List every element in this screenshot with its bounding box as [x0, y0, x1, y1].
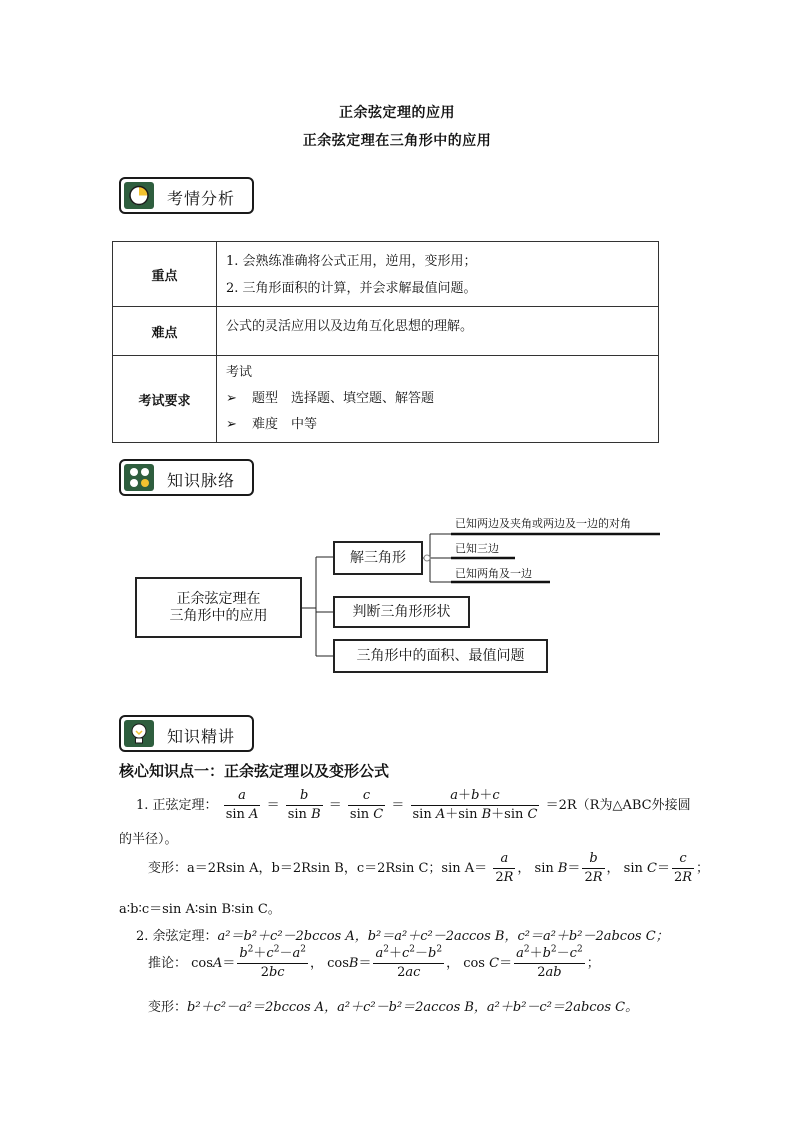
arrow-bullet-icon: ➢ — [226, 417, 237, 432]
mindmap-leaf: 已知三边 — [455, 542, 499, 555]
lightbulb-icon — [124, 720, 154, 747]
law-of-sines-line: 1. 正弦定理： $\frac{a}{\text{sin A}}$ ＝ $\frac{b}{\text{sin B}}$ ＝ $\frac{c}{\text{sin C}}$ ＝ $\frac{a+b+c}{\text{sin A＋sin B＋sin C}}$ ＝2R（R为△ABC外接圆 — [136, 788, 691, 822]
main-title: 正余弦定理的应用 — [339, 105, 455, 121]
cosines-variant-line: 变形：b²＋c²－a²＝2bccos A，a²＋c²－b²＝2accos B，a²＋b²－c²＝2abcos C。 — [148, 1000, 639, 1015]
mindmap-leaf: 已知两角及一边 — [455, 567, 532, 580]
law-of-sines-tail: 的半径）。 — [119, 832, 178, 847]
row-head: 难点 — [113, 307, 217, 356]
row-body: 1. 会熟练准确将公式正用，逆用，变形用； 2. 三角形面积的计算，并会求解最值问题。 — [217, 242, 659, 307]
mindmap-leaf: 已知两边及夹角或两边及一边的对角 — [455, 517, 631, 530]
row-head: 重点 — [113, 242, 217, 307]
row-body: 考试 ➢ 题型 选择题、填空题、解答题 ➢ 难度 中等 — [217, 356, 659, 443]
law-of-cosines-line: 2. 余弦定理：a²＝b²＋c²－2bccos A，b²＝a²＋c²－2accos B，c²＝a²＋b²－2abcos C； — [136, 929, 669, 944]
mindmap-branch: 三角形中的面积、最值问题 — [333, 639, 548, 673]
sub-title: 正余弦定理在三角形中的应用 — [302, 133, 492, 149]
sines-variant-line: 变形：a＝2Rsin A，b＝2Rsin B，c＝2Rsin C；sin A＝ $\frac{a}{2R}$ ， sin B＝ $\frac{b}{2R}$ ， sin C＝ $\frac{c}{2R}$ ； — [148, 851, 710, 885]
cosines-corollary-line: 推论： cosA＝ $\frac{b^2+c^2-a^2}{2bc}$ ， cosB＝ $\frac{a^2+c^2-b^2}{2ac}$ ， cos C＝ $\frac{a^2+b^2-c^2}{2ab}$ ； — [148, 944, 600, 980]
mindmap-root: 正余弦定理在 三角形中的应用 — [135, 577, 302, 638]
mindmap-branch: 解三角形 — [333, 541, 423, 575]
arrow-bullet-icon: ➢ — [226, 391, 237, 406]
mindmap-branch: 判断三角形形状 — [333, 596, 470, 628]
ratio-line: a∶b∶c＝sin A∶sin B∶sin C。 — [119, 902, 281, 917]
section-label: 考情分析 — [167, 189, 236, 208]
section-label: 知识精讲 — [167, 727, 236, 746]
knowledge-heading: 核心知识点一：正余弦定理以及变形公式 — [119, 762, 390, 780]
row-body: 公式的灵活应用以及边角互化思想的理解。 — [217, 307, 659, 356]
row-head: 考试要求 — [113, 356, 217, 443]
section-label: 知识脉络 — [167, 471, 236, 490]
section-badge-lecture — [119, 715, 254, 752]
